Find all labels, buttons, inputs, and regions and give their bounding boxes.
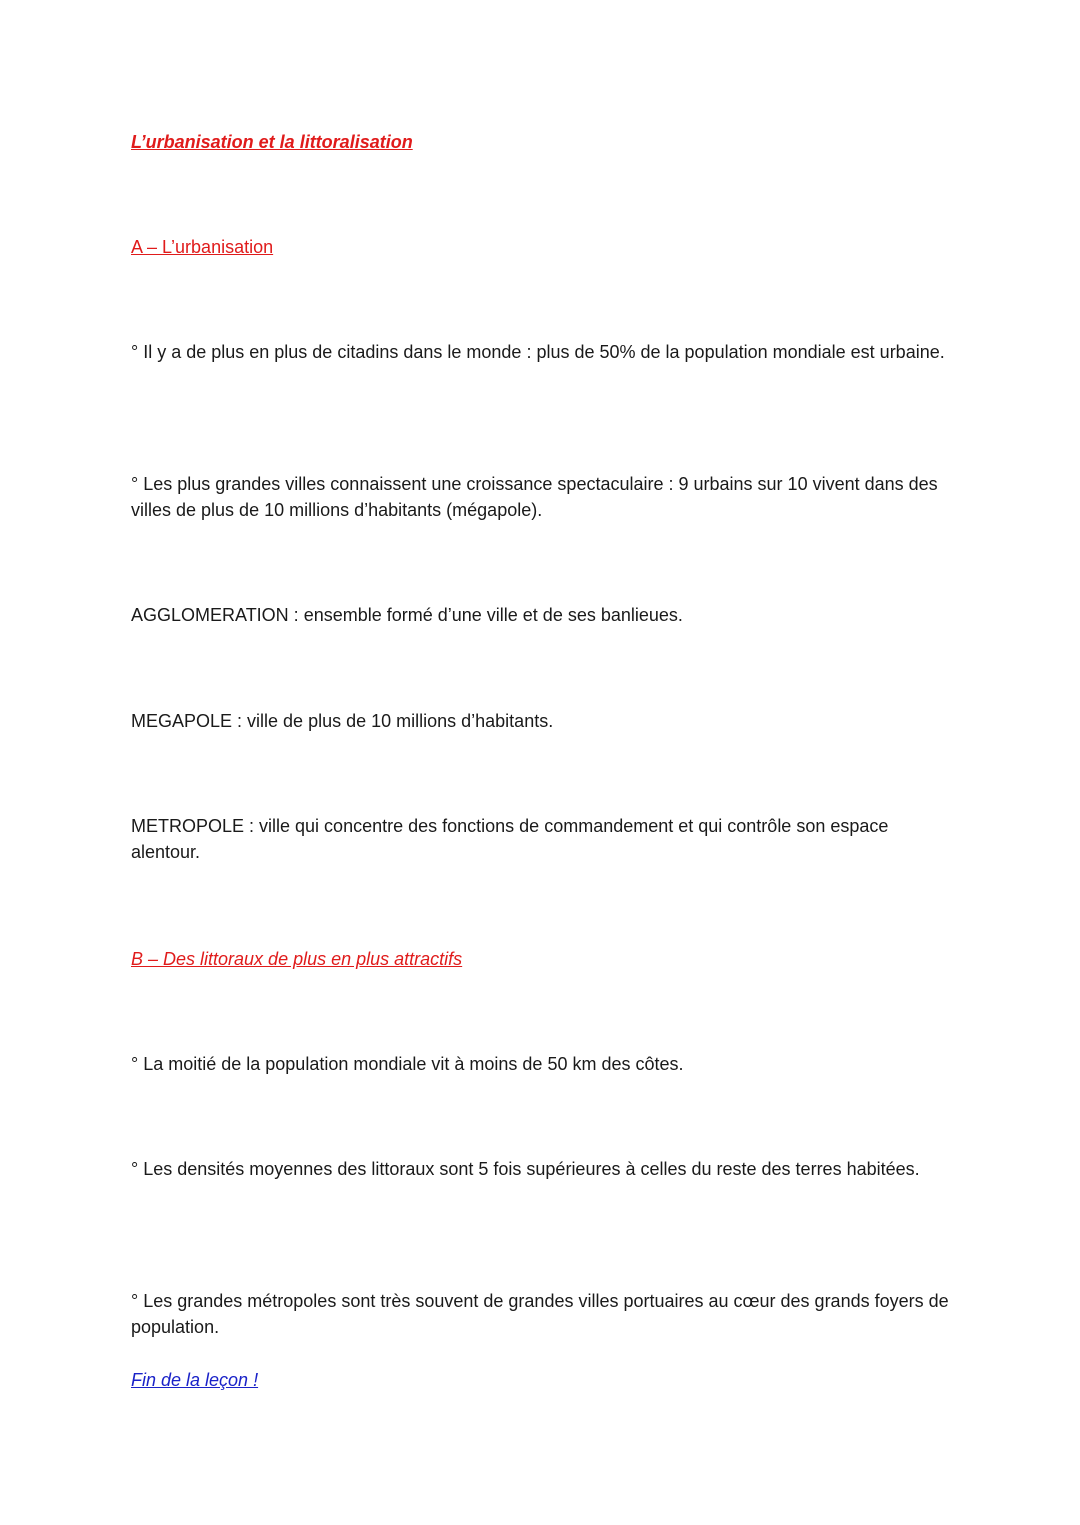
definition-metropole: METROPOLE : ville qui concentre des fonctions de commandement et qui contrôle son espace alentour.: [131, 816, 889, 862]
paragraph-grandes-villes: ° Les plus grandes villes connaissent une croissance spectaculaire : 9 urbains sur 10 vivent dans des villes de plus de 10 millions d’habitants (mégapole).: [131, 474, 938, 520]
paragraph-densites: ° Les densités moyennes des littoraux sont 5 fois supérieures à celles du reste des terres habitées.: [131, 1159, 920, 1179]
paragraph-citadins: ° Il y a de plus en plus de citadins dans le monde : plus de 50% de la population mondiale est urbaine.: [131, 342, 945, 362]
section-b-heading: B – Des littoraux de plus en plus attractifs: [131, 949, 463, 969]
end-of-lesson-link[interactable]: Fin de la leçon !: [131, 1370, 259, 1390]
paragraph-moitie-population: ° La moitié de la population mondiale vit à moins de 50 km des côtes.: [131, 1054, 684, 1074]
definition-megapole: MEGAPOLE : ville de plus de 10 millions d’habitants.: [131, 711, 554, 731]
section-a-heading: A – L’urbanisation: [131, 237, 274, 257]
document-title: L’urbanisation et la littoralisation: [131, 132, 413, 152]
paragraph-metropoles-portuaires: ° Les grandes métropoles sont très souvent de grandes villes portuaires au cœur des grands foyers de population.: [131, 1291, 949, 1337]
definition-agglomeration: AGGLOMERATION : ensemble formé d’une ville et de ses banlieues.: [131, 605, 683, 625]
